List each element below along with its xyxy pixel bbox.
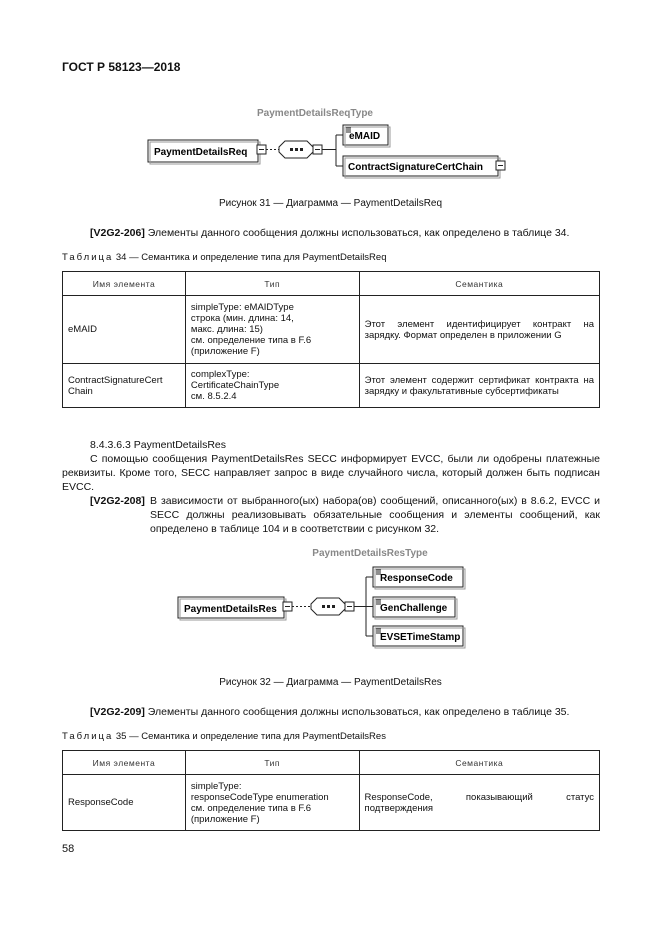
table-header-cell: Тип [185,751,359,775]
diagram-child-element: eMAID [349,131,381,142]
requirement-tag: [V2G2-209] [90,706,145,718]
table-header-cell: Имя элемента [63,272,186,296]
table-header-cell: Имя элемента [63,751,186,775]
diagram-root-element: PaymentDetailsReq [154,147,248,158]
diagram-child-element: EVSETimeStamp [380,632,461,643]
table-cell-type: simpleType: eMAIDType строка (мин. длина: 14, макс. длина: 15) см. определение типа в F.6 (приложение F) [185,296,359,364]
table-header-cell: Тип [185,272,359,296]
table-row [63,364,600,408]
table-caption-prefix: Таблица [62,731,114,742]
table-caption-text: 35 — Семантика и определение типа для PaymentDetailsRes [113,731,386,742]
requirement-text: Элементы данного сообщения должны использоваться, как определено в таблице 34. [144,227,570,239]
body-paragraph: С помощью сообщения PaymentDetailsRes SECC информирует EVCC, были ли одобрены платежные реквизиты. Кроме того, SECC направляет запрос в виде случайного числа, который должен быть подписан EVCC. [62,453,600,493]
diagram-child-element: ResponseCode [380,573,453,584]
table-cell-name: ContractSignatureCert Chain [63,364,186,408]
table-cell-type: simpleType: responseCodeType enumeration см. определение типа в F.6 (приложение F) [185,775,359,831]
table-header-row [63,272,600,296]
diagram-child-element: GenChallenge [380,603,448,614]
figure-31-caption: Рисунок 31 — Диаграмма — PaymentDetailsReq [218,198,443,209]
diagram-type-label: PaymentDetailsResType [312,548,428,559]
section-heading: 8.4.3.6.3 PaymentDetailsRes [90,439,226,451]
table-35 [62,750,600,831]
diagram-root-element: PaymentDetailsRes [184,604,277,615]
table-header-cell: Семантика [359,272,599,296]
table-header-cell: Семантика [359,751,599,775]
table-caption-text: 34 — Семантика и определение типа для PaymentDetailsReq [113,252,387,263]
table-34-caption [62,252,386,263]
table-cell-semantics: Этот элемент идентифицирует контракт на зарядку. Формат определен в приложении G [359,296,599,364]
requirement-209 [90,705,610,719]
table-header-row [63,751,600,775]
diagram-type-label: PaymentDetailsReqType [257,108,373,119]
table-cell-name: ResponseCode [63,775,186,831]
document-header: ГОСТ Р 58123—2018 [62,60,181,74]
table-cell-type: complexType: CertificateChainType см. 8.5.2.4 [185,364,359,408]
table-row [63,296,600,364]
requirement-206 [90,226,610,240]
table-cell-semantics: Этот элемент содержит сертификат контракта на зарядку и факультативные субсертификаты [359,364,599,408]
diagram-child-element: ContractSignatureCertChain [348,162,484,173]
table-35-caption [62,731,386,742]
requirement-text: В зависимости от выбранного(ых) набора(ов) сообщений, описанного(ых) в 8.6.2, EVCC и SECC должны реализовывать обязательные сообщения и элементы сообщений, как определено в таблице 104 и в соответствии с рисунком 32. [150,495,600,535]
page-number: 58 [62,843,75,855]
figure-32-caption: Рисунок 32 — Диаграмма — PaymentDetailsRes [219,677,442,688]
table-cell-semantics: ResponseCode, показывающий статус подтверждения [359,775,599,831]
diagram-payment-details-res [170,540,480,652]
table-cell-name: eMAID [63,296,186,364]
requirement-tag: [V2G2-208] [90,495,145,507]
requirement-208 [90,494,600,536]
diagram-payment-details-req [140,100,520,185]
table-row [63,775,600,831]
requirement-text: Элементы данного сообщения должны использоваться, как определено в таблице 35. [144,706,570,718]
table-34 [62,271,600,408]
requirement-tag: [V2G2-206] [90,227,145,239]
table-caption-prefix: Таблица [62,252,114,263]
